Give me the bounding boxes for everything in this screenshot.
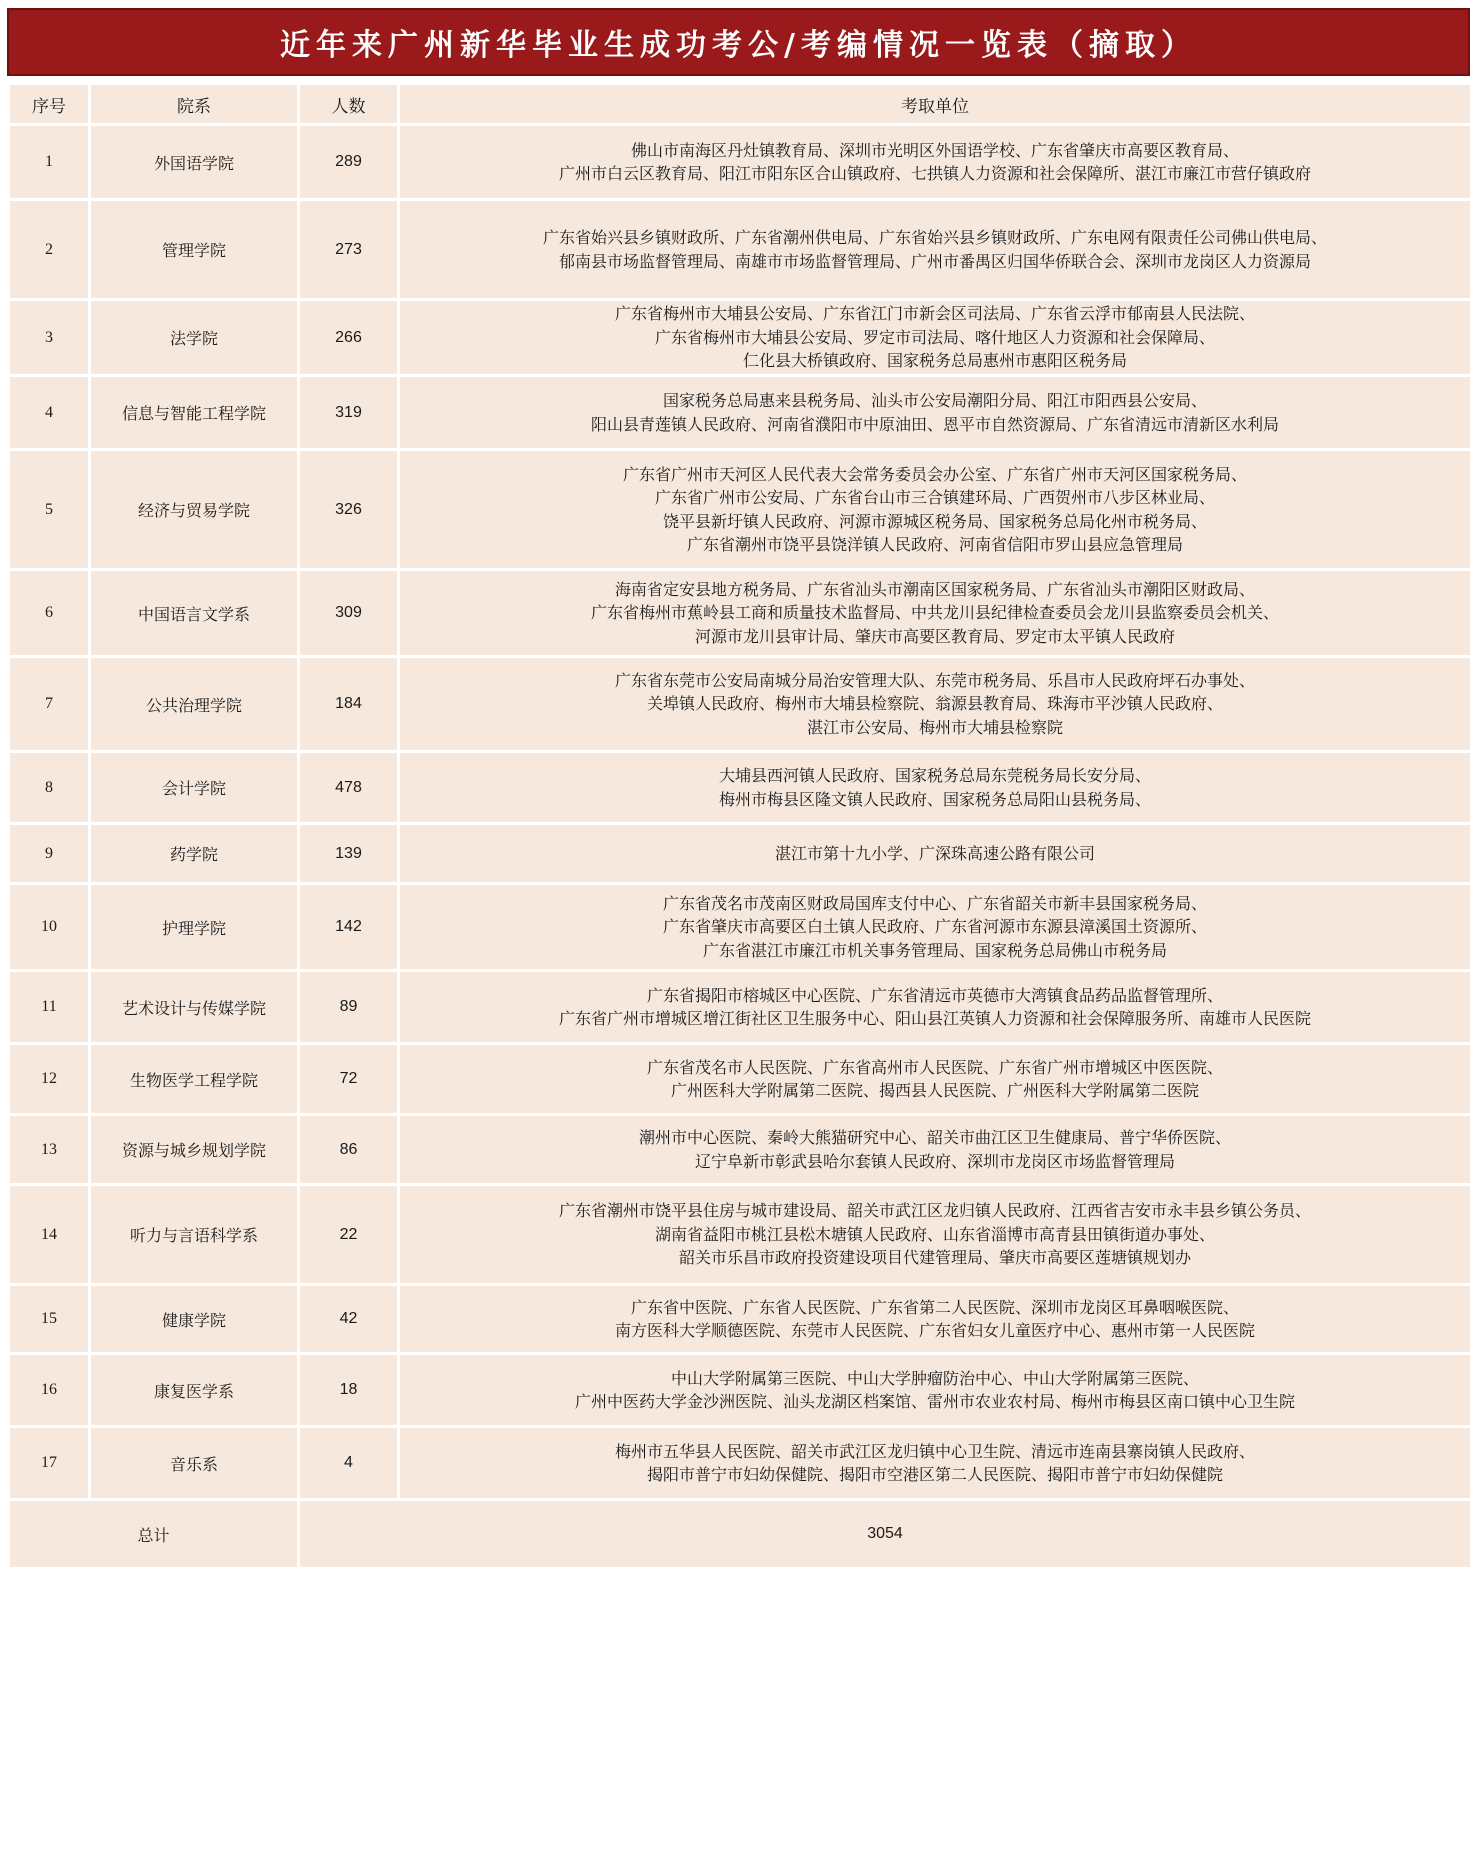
- row-department: 艺术设计与传媒学院: [91, 972, 297, 1042]
- unit-line: 广东省中医院、广东省人民医院、广东省第二人民医院、深圳市龙岗区耳鼻咽喉医院、: [630, 1297, 1239, 1317]
- row-count: 184: [300, 658, 397, 750]
- row-index: 17: [10, 1428, 88, 1498]
- row-department: 信息与智能工程学院: [91, 377, 297, 448]
- total-value: 3054: [300, 1501, 1470, 1567]
- unit-line: 湛江市公安局、梅州市大埔县检察院: [806, 717, 1063, 737]
- row-count: 18: [300, 1355, 397, 1425]
- row-index: 6: [10, 571, 88, 655]
- table-header-row: [10, 85, 1470, 123]
- row-units: [400, 825, 1470, 882]
- row-index: 12: [10, 1045, 88, 1113]
- unit-line: 广东省潮州市饶平县住房与城市建设局、韶关市武江区龙归镇人民政府、江西省吉安市永丰县乡镇公务员、: [558, 1201, 1311, 1221]
- unit-line: 广东省梅州市大埔县公安局、罗定市司法局、喀什地区人力资源和社会保障局、: [654, 327, 1215, 347]
- row-department: 中国语言文学系: [91, 571, 297, 655]
- unit-line: 仁化县大桥镇政府、国家税务总局惠州市惠阳区税务局: [742, 351, 1127, 371]
- row-department: 音乐系: [91, 1428, 297, 1498]
- row-index: 9: [10, 825, 88, 882]
- total-row: [10, 1501, 1470, 1567]
- table-row: [10, 201, 1470, 298]
- row-department: 药学院: [91, 825, 297, 882]
- page-title: 近年来广州新华毕业生成功考公/考编情况一览表（摘取）: [280, 28, 1197, 63]
- unit-line: 梅州市五华县人民医院、韶关市武江区龙归镇中心卫生院、清远市连南县寨岗镇人民政府、: [614, 1441, 1255, 1461]
- row-count: 86: [300, 1116, 397, 1183]
- row-count: 326: [300, 451, 397, 568]
- row-index: 4: [10, 377, 88, 448]
- row-index: 8: [10, 753, 88, 822]
- row-units: [400, 126, 1470, 198]
- table-row: [10, 885, 1470, 969]
- unit-line: 饶平县新圩镇人民政府、河源市源城区税务局、国家税务总局化州市税务局、: [662, 511, 1207, 531]
- table-row: [10, 1428, 1470, 1498]
- row-units: [400, 301, 1470, 374]
- unit-line: 海南省定安县地方税务局、广东省汕头市潮南区国家税务局、广东省汕头市潮阳区财政局、: [614, 579, 1255, 599]
- graduate-table: [7, 82, 1473, 1570]
- row-units: [400, 1186, 1470, 1283]
- unit-line: 南方医科大学顺德医院、东莞市人民医院、广东省妇女儿童医疗中心、惠州市第一人民医院: [614, 1321, 1255, 1340]
- header-department: 院系: [91, 85, 297, 123]
- unit-line: 广东省广州市公安局、广东省台山市三合镇建环局、广西贺州市八步区林业局、: [654, 488, 1215, 507]
- table-row: [10, 1355, 1470, 1425]
- total-label: 总计: [10, 1501, 297, 1567]
- table-row: [10, 658, 1470, 750]
- unit-line: 广东省广州市天河区人民代表大会常务委员会办公室、广东省广州市天河区国家税务局、: [622, 464, 1247, 484]
- row-index: 15: [10, 1286, 88, 1352]
- row-index: 1: [10, 126, 88, 198]
- table-row: [10, 301, 1470, 374]
- table-body: [10, 126, 1470, 1498]
- unit-line: 中山大学附属第三医院、中山大学肿瘤防治中心、中山大学附属第三医院、: [670, 1368, 1199, 1388]
- unit-line: 揭阳市普宁市妇幼保健院、揭阳市空港区第二人民医院、揭阳市普宁市妇幼保健院: [646, 1465, 1223, 1484]
- unit-line: 关埠镇人民政府、梅州市大埔县检察院、翁源县教育局、珠海市平沙镇人民政府、: [646, 694, 1223, 714]
- row-department: 听力与言语科学系: [91, 1186, 297, 1283]
- unit-line: 广东省肇庆市高要区白土镇人民政府、广东省河源市东源县漳溪国土资源所、: [662, 917, 1207, 937]
- table-row: [10, 126, 1470, 198]
- table-row: [10, 1116, 1470, 1183]
- row-department: 公共治理学院: [91, 658, 297, 750]
- row-department: 健康学院: [91, 1286, 297, 1352]
- row-department: 生物医学工程学院: [91, 1045, 297, 1113]
- table-row: [10, 451, 1470, 568]
- unit-line: 广东省潮州市饶平县饶洋镇人民政府、河南省信阳市罗山县应急管理局: [686, 535, 1183, 554]
- unit-line: 潮州市中心医院、秦岭大熊猫研究中心、韶关市曲江区卫生健康局、普宁华侨医院、: [638, 1128, 1231, 1147]
- table-row: [10, 377, 1470, 448]
- unit-line: 辽宁阜新市彰武县哈尔套镇人民政府、深圳市龙岗区市场监督管理局: [694, 1151, 1175, 1171]
- unit-line: 广东省梅州市大埔县公安局、广东省江门市新会区司法局、广东省云浮市郁南县人民法院、: [614, 304, 1255, 324]
- title-bar: [7, 8, 1470, 76]
- row-units: [400, 753, 1470, 822]
- table-row: [10, 571, 1470, 655]
- unit-line: 广州中医药大学金沙洲医院、汕头龙湖区档案馆、雷州市农业农村局、梅州市梅县区南口镇中心卫生院: [574, 1392, 1295, 1411]
- row-units: [400, 658, 1470, 750]
- row-count: 478: [300, 753, 397, 822]
- row-index: 7: [10, 658, 88, 750]
- row-index: 2: [10, 201, 88, 298]
- row-count: 273: [300, 201, 397, 298]
- row-count: 266: [300, 301, 397, 374]
- row-department: 法学院: [91, 301, 297, 374]
- unit-line: 广东省东莞市公安局南城分局治安管理大队、东莞市税务局、乐昌市人民政府坪石办事处、: [614, 670, 1255, 690]
- row-department: 会计学院: [91, 753, 297, 822]
- row-index: 11: [10, 972, 88, 1042]
- table-row: [10, 1286, 1470, 1352]
- row-count: 289: [300, 126, 397, 198]
- row-units: [400, 571, 1470, 655]
- table-row: [10, 1045, 1470, 1113]
- unit-line: 广东省始兴县乡镇财政所、广东省潮州供电局、广东省始兴县乡镇财政所、广东电网有限责任公司佛山供电局、: [542, 228, 1327, 247]
- row-department: 护理学院: [91, 885, 297, 969]
- row-department: 经济与贸易学院: [91, 451, 297, 568]
- row-units: [400, 1045, 1470, 1113]
- row-units: [400, 885, 1470, 969]
- unit-line: 阳山县青莲镇人民政府、河南省濮阳市中原油田、恩平市自然资源局、广东省清远市清新区水利局: [590, 414, 1279, 434]
- unit-line: 广东省梅州市蕉岭县工商和质量技术监督局、中共龙川县纪律检查委员会龙川县监察委员会机关、: [590, 603, 1279, 623]
- unit-line: 广东省湛江市廉江市机关事务管理局、国家税务总局佛山市税务局: [702, 940, 1167, 960]
- row-count: 139: [300, 825, 397, 882]
- row-department: 管理学院: [91, 201, 297, 298]
- row-count: 142: [300, 885, 397, 969]
- unit-line: 河源市龙川县审计局、肇庆市高要区教育局、罗定市太平镇人民政府: [694, 626, 1175, 646]
- row-index: 14: [10, 1186, 88, 1283]
- row-count: 309: [300, 571, 397, 655]
- unit-line: 韶关市乐昌市政府投资建设项目代建管理局、肇庆市高要区莲塘镇规划办: [678, 1248, 1191, 1268]
- row-units: [400, 451, 1470, 568]
- row-units: [400, 1286, 1470, 1352]
- row-count: 22: [300, 1186, 397, 1283]
- row-units: [400, 1428, 1470, 1498]
- unit-line: 广州医科大学附属第二医院、揭西县人民医院、广州医科大学附属第二医院: [670, 1081, 1199, 1100]
- row-count: 72: [300, 1045, 397, 1113]
- unit-line: 大埔县西河镇人民政府、国家税务总局东莞税务局长安分局、: [718, 766, 1151, 785]
- row-index: 13: [10, 1116, 88, 1183]
- row-index: 5: [10, 451, 88, 568]
- unit-line: 广东省广州市增城区增江街社区卫生服务中心、阳山县江英镇人力资源和社会保障服务所、南雄市人民医院: [558, 1009, 1311, 1028]
- unit-line: 梅州市梅县区隆文镇人民政府、国家税务总局阳山县税务局、: [718, 789, 1151, 809]
- header-count: 人数: [300, 85, 397, 123]
- row-units: [400, 201, 1470, 298]
- table-row: [10, 972, 1470, 1042]
- row-department: 资源与城乡规划学院: [91, 1116, 297, 1183]
- unit-line: 湖南省益阳市桃江县松木塘镇人民政府、山东省淄博市高青县田镇街道办事处、: [654, 1224, 1215, 1244]
- row-index: 16: [10, 1355, 88, 1425]
- unit-line: 广州市白云区教育局、阳江市阳东区合山镇政府、七拱镇人力资源和社会保障所、湛江市廉江市营仔镇政府: [558, 164, 1311, 183]
- row-department: 外国语学院: [91, 126, 297, 198]
- row-index: 10: [10, 885, 88, 969]
- unit-line: 湛江市第十九小学、广深珠高速公路有限公司: [774, 843, 1095, 863]
- unit-line: 郁南县市场监督管理局、南雄市市场监督管理局、广州市番禺区归国华侨联合会、深圳市龙岗区人力资源局: [558, 251, 1311, 271]
- unit-line: 佛山市南海区丹灶镇教育局、深圳市光明区外国语学校、广东省肇庆市高要区教育局、: [630, 140, 1239, 160]
- unit-line: 广东省茂名市人民医院、广东省高州市人民医院、广东省广州市增城区中医医院、: [646, 1057, 1223, 1077]
- unit-line: 国家税务总局惠来县税务局、汕头市公安局潮阳分局、阳江市阳西县公安局、: [662, 391, 1207, 410]
- row-count: 4: [300, 1428, 397, 1498]
- row-count: 319: [300, 377, 397, 448]
- unit-line: 广东省揭阳市榕城区中心医院、广东省清远市英德市大湾镇食品药品监督管理所、: [646, 985, 1223, 1005]
- row-department: 康复医学系: [91, 1355, 297, 1425]
- unit-line: 广东省茂名市茂南区财政局国库支付中心、广东省韶关市新丰县国家税务局、: [662, 893, 1207, 913]
- row-units: [400, 1116, 1470, 1183]
- row-count: 42: [300, 1286, 397, 1352]
- row-units: [400, 1355, 1470, 1425]
- table-row: [10, 825, 1470, 882]
- table-row: [10, 1186, 1470, 1283]
- row-units: [400, 972, 1470, 1042]
- row-count: 89: [300, 972, 397, 1042]
- row-units: [400, 377, 1470, 448]
- header-index: 序号: [10, 85, 88, 123]
- header-units: 考取单位: [400, 85, 1470, 123]
- row-index: 3: [10, 301, 88, 374]
- table-row: [10, 753, 1470, 822]
